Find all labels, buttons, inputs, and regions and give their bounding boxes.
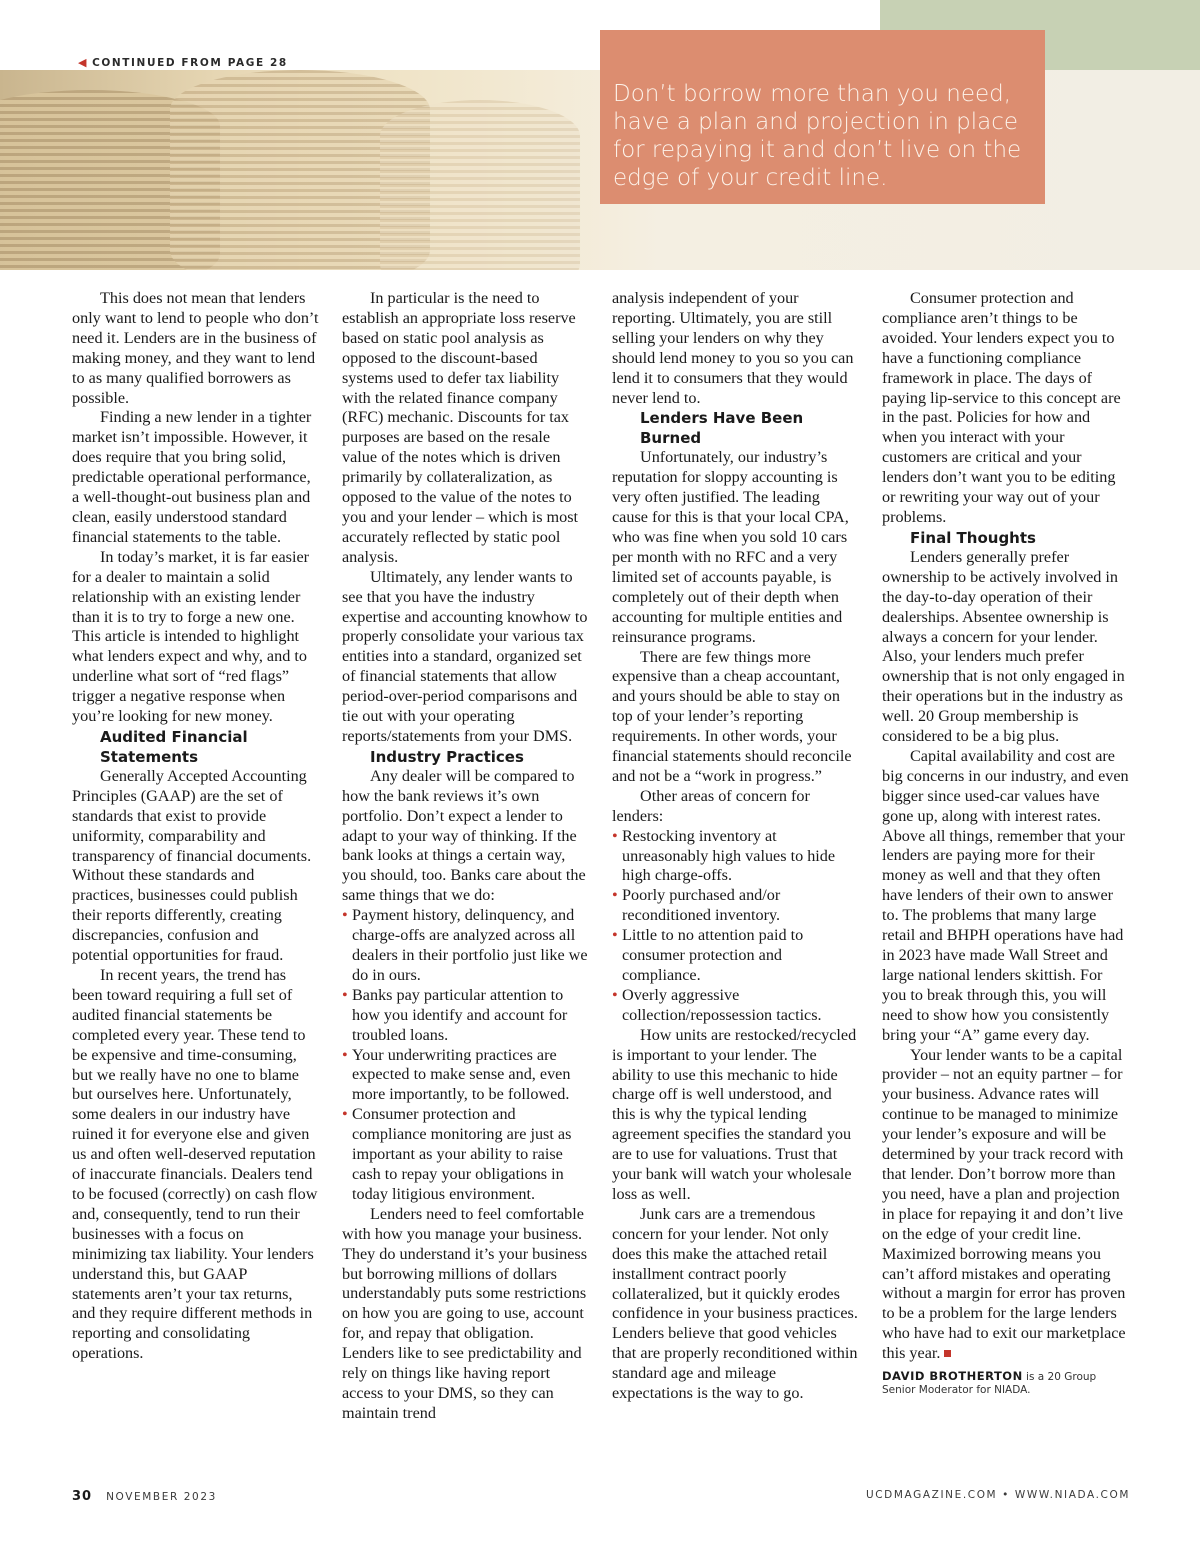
article-column-1	[72, 289, 319, 1364]
list-item: • Poorly purchased and/or reconditioned inventory.	[612, 886, 859, 926]
list-item: • Your underwriting practices are expected to make sense and, even more importantly, to be followed.	[342, 1046, 589, 1106]
paragraph: analysis independent of your reporting. Ultimately, you are still selling your lenders on why they should lend money to you so you can lend it to consumers that they would never lend to.	[612, 289, 854, 407]
paragraph: Other areas of concern for lenders:	[612, 786, 810, 825]
paragraph: In today’s market, it is far easier for a dealer to maintain a solid relationship with an existing lender than it is to try to forge a new one. This article is intended to highlight what lenders expect and why, and to underline what sort of “red flags” trigger a negative response when you’re looking for new money.	[72, 547, 310, 726]
list-item: • Overly aggressive collection/repossession tactics.	[612, 986, 859, 1026]
author-name: DAVID BROTHERTON	[882, 1369, 1023, 1384]
paragraph	[882, 1046, 1129, 1365]
section-heading: Lenders Have Been Burned	[640, 409, 804, 448]
section-heading: Industry Practices	[370, 747, 524, 766]
paragraph: Ultimately, any lender wants to see that you have the industry expertise and accounting knowhow to properly consolidate your various tax entities into a standard, organized set of financial statements that allow period-over-period comparisons and tie out with your operating reports/statements from your DMS.	[342, 567, 588, 745]
paragraph: Capital availability and cost are big concerns in our industry, and even bigger since used-car values have gone up, along with interest rates. Above all things, remember that your lenders are paying more for their money as well and that they often have lenders of their own to answer to. The problems that many large retail and BHPH operations have had in 2023 have made Wall Street and large national lenders skittish. For you to break through this, you will need to show how you consistently bring your “A” game every day.	[882, 746, 1129, 1044]
article-column-2	[342, 289, 589, 1424]
paragraph: How units are restocked/recycled is important to your lender. The ability to use this mechanic to hide charge off is well understood, and this is why the typical lending agreement specifies the standard you are to use for valuations. Trust that your bank will watch your wholesale loss as well.	[612, 1025, 857, 1203]
paragraph: Lenders generally prefer ownership to be actively involved in the day-to-day operation of their dealerships. Absentee ownership is always a concern for your lender. Also, your lenders much prefer ownership that is not only engaged in their operations but in the industry as well. 20 Group membership is considered to be a big plus.	[882, 547, 1125, 746]
continued-from-link[interactable]	[78, 56, 288, 69]
list-item: • Little to no attention paid to consumer protection and compliance.	[612, 926, 859, 986]
paragraph: There are few things more expensive than a cheap accountant, and yours should be able to stay on top of your lender’s reporting requirements. In other words, your financial statements should reconcile and not be a “work in progress.”	[612, 647, 852, 785]
page-footer-left	[72, 1489, 217, 1504]
article-column-4	[882, 289, 1129, 1397]
paragraph-text: Your lender wants to be a capital provider – not an equity partner – for your business. Advance rates will continue to be managed to minimize your lender’s exposure and will be determined by your track record with that lender. Don’t borrow more than you need, have a plan and projection in place for repaying it and don’t live on the edge of your credit line. Maximized borrowing means you can’t afford mistakes and operating without a margin for error has proven to be a problem for the large lenders who have had to exit our marketplace this year.	[882, 1045, 1126, 1363]
issue-date: NOVEMBER 2023	[106, 1491, 217, 1503]
section-heading: Audited Financial Statements	[100, 727, 248, 766]
paragraph: In particular is the need to establish an appropriate loss reserve based on static pool analysis as opposed to the discount-based systems used to defer tax liability with the related finance company (RFC) mechanic. Discounts for tax purposes are based on the resale value of the notes which is driven primarily by collateralization, as opposed to the value of the notes to you and your lender – which is most accurately reflected by static pool analysis.	[342, 289, 579, 566]
paragraph: Finding a new lender in a tighter market isn’t impossible. However, it does require that you bring solid, predictable operational performance, a well-thought-out business plan and clean, easily understood standard financial statements to the table.	[72, 408, 312, 546]
list-item: • Consumer protection and compliance monitoring are just as important as your ability to raise cash to repay your obligations in today litigious environment.	[342, 1105, 589, 1205]
list-item: • Banks pay particular attention to how you identify and account for troubled loans.	[342, 986, 589, 1046]
footer-website-links[interactable]: UCDMAGAZINE.COM • WWW.NIADA.COM	[865, 1489, 1130, 1501]
section-heading: Final Thoughts	[910, 528, 1036, 547]
list-item: • Payment history, delinquency, and charge-offs are analyzed across all dealers in their portfolio just like we do in ours.	[342, 906, 589, 986]
bullet-list	[342, 906, 589, 1205]
paragraph: In recent years, the trend has been toward requiring a full set of audited financial statements be completed every year. These tend to be expensive and time-consuming, but we really have no one to blame but ourselves here. Unfortunately, some dealers in our industry have ruined it for everyone else and given us and often well-deserved reputation of inaccurate financials. Dealers tend to be focused (correctly) on cash flow and, consequently, tend to run their businesses with a focus on minimizing tax liability. Your lenders understand this, but GAAP statements aren’t your tax returns, and they require different methods in reporting and consolidating operations.	[72, 966, 318, 1363]
paragraph: Any dealer will be compared to how the bank reviews it’s own portfolio. Don’t expect a lender to adapt to your way of thinking. If the bank looks at things a certain way, you should, too. Banks care about the same things that we do:	[342, 766, 586, 905]
paragraph: Lenders need to feel comfortable with how you manage your business. They do understand it’s your business but borrowing millions of dollars understandably puts some restrictions on how you are going to use, account for, and repay that obligation. Lenders like to see predictability and rely on things like having report access to your DMS, so they can maintain trend	[342, 1204, 588, 1422]
paragraph: Unfortunately, our industry’s reputation for sloppy accounting is very often justified. The leading cause for this is that your local CPA, who was fine when you sold 10 cars per month with no RFC and a very limited set of accounts payable, is completely out of their depth when accounting for multiple entities and reinsurance programs.	[612, 448, 849, 646]
paragraph: Generally Accepted Accounting Principles (GAAP) are the set of standards that exist to provide uniformity, comparability and transparency of financial documents. Without these standards and practices, businesses could publish their reports differently, creating discrepancies, confusion and potential opportunities for fraud.	[72, 766, 312, 965]
list-item: • Restocking inventory at unreasonably high values to hide high charge-offs.	[612, 827, 859, 887]
paragraph: This does not mean that lenders only want to lend to people who don’t need it. Lenders are in the business of making money, and they want to lend to as many qualified borrowers as possible.	[72, 289, 319, 407]
page-number: 30	[72, 1489, 93, 1504]
pull-quote: Don’t borrow more than you need, have a plan and projection in place for repaying it and don’t live on the edge of your credit line.	[600, 30, 1045, 204]
paragraph: Consumer protection and compliance aren’t things to be avoided. Your lenders expect you to have a functioning compliance framework in place. The days of paying lip-service to this concept are in the past. Policies for how and when you interact with your customers are critical and your lenders don’t want you to be editing or rewriting your way out of your problems.	[882, 289, 1121, 526]
author-bio: is a 20 Group Senior Moderator for NIADA.	[882, 1371, 1097, 1397]
continued-label: CONTINUED FROM PAGE 28	[92, 57, 288, 69]
coin-stack-image	[380, 100, 580, 270]
left-arrow-icon: ◀	[78, 56, 89, 69]
end-mark-icon	[944, 1350, 951, 1357]
paragraph: Junk cars are a tremendous concern for your lender. Not only does this make the attached retail installment contract poorly collateralized, but it quickly erodes confidence in your business practices. Lenders believe that good vehicles that are properly reconditioned within standard age and mileage expectations is the way to go.	[612, 1204, 858, 1403]
article-column-3	[612, 289, 859, 1404]
bullet-list	[612, 827, 859, 1026]
author-byline	[882, 1370, 1129, 1397]
